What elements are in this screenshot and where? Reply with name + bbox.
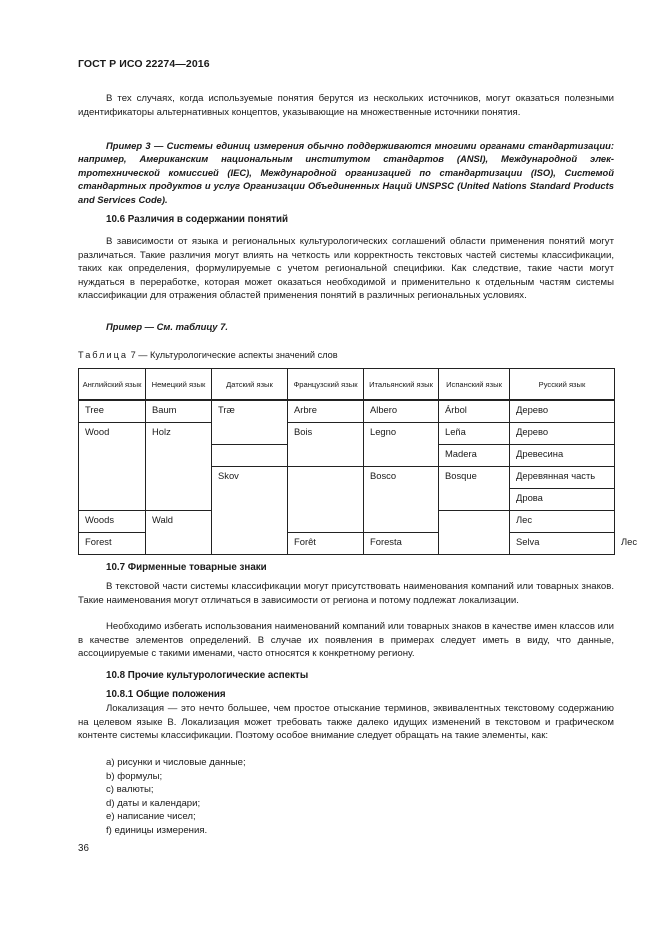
- paragraph-10-7-a: [78, 580, 614, 607]
- list-item: а) рисунки и числовые данные;: [106, 757, 246, 768]
- paragraph-text: Локализация — это нечто большее, чем простое отыскание терминов, эквивалентных текстовому содержанию на целевом языке B. Локализация может требовать также далеко идущих изменений в текстовом и графическом контенте системы классификации. Поэтому особое внимание следует обращать на такие элементы, как:: [78, 703, 614, 742]
- table-cell: Albero: [364, 400, 439, 423]
- table-row: [79, 423, 615, 445]
- table-cell: Holz: [146, 423, 212, 511]
- table-cell: Лес: [510, 511, 615, 533]
- paragraph-alt-concepts: [78, 92, 614, 119]
- table-cell: Tree: [79, 400, 146, 423]
- header-cell: Английский язык: [79, 369, 146, 401]
- table-cell: Legno: [364, 423, 439, 467]
- table-caption: [78, 350, 338, 360]
- table-cell: Wald: [146, 511, 212, 555]
- list-item: b) формулы;: [106, 770, 163, 782]
- header-cell: Испанский язык: [439, 369, 510, 401]
- table-cell: Selva: [510, 533, 615, 555]
- table-cell: Bosque: [439, 467, 510, 511]
- list-item: f) единицы измерения.: [106, 824, 208, 836]
- table-cell: Forêt: [288, 533, 364, 555]
- table-cell: Skov: [212, 467, 288, 555]
- table-cell: [212, 445, 288, 467]
- table-cell: Wood: [79, 423, 146, 511]
- table-header-row: [79, 369, 615, 401]
- table-cell: Foresta: [364, 533, 439, 555]
- paragraph-10-7-b: [78, 620, 614, 661]
- section-heading-10-6: 10.6 Различия в содержании понятий: [106, 214, 289, 225]
- list-item: e) написание чисел;: [106, 811, 196, 823]
- table-cell: Forest: [79, 533, 146, 555]
- header-cell: Немецкий язык: [146, 369, 212, 401]
- header-cell: Итальянский язык: [364, 369, 439, 401]
- paragraph-text: В зависимости от языка и региональных культурологических соглашений области применения понятий могут различаться. Такие различия могут влиять на четкость или корректность текстовых частей системы классификации, таких как определения, формулируемые с учетом региональной специфики. Как следствие, такие части могут нуждаться в переработке, которая может оказаться необходимой и применительно к отдельным частям системы классификации для отражения областей применения понятий в различных региональных условиях.: [78, 236, 614, 302]
- table-cell: Leña: [439, 423, 510, 445]
- table-cell: Baum: [146, 400, 212, 423]
- table-row: [79, 400, 615, 423]
- paragraph-text: Необходимо избегать использования наименований компаний или товарных знаков в качестве имен классов или в качестве элементов определений. В случае их появления в примерах следует иметь в виду, что данные, ассоциируемые с такими именами, часто относятся к конкретному региону.: [78, 621, 614, 660]
- elements-list: [106, 756, 246, 838]
- table-cell: Bois: [288, 423, 364, 467]
- section-heading-10-8: 10.8 Прочие культурологические аспекты: [106, 670, 309, 681]
- header-cell: Русский язык: [510, 369, 615, 401]
- table-cell: [288, 467, 364, 533]
- section-heading-10-7: 10.7 Фирменные товарные знаки: [106, 562, 267, 573]
- table-row: Forest Forêt Foresta Selva Лес: [79, 533, 615, 555]
- table-cell: Дрова: [510, 489, 615, 511]
- example-text: Пример 3 — Системы единиц измерения обычно поддерживаются многими органами стандартизации: например, Американским национальным институтом стандартов (ANSI), Международной электротехнической комиссией (IEC), Международной организацией по стандартизации (ISO), Системой стандартных продуктов и услуг Организации Объединенных Наций UNSPSC (United Nations Standard Products and Services Code).: [78, 140, 614, 205]
- list-item: c) валюты;: [106, 784, 154, 796]
- table-cell: [439, 511, 510, 555]
- header-cell: Французский язык: [288, 369, 364, 401]
- table-7: [78, 368, 638, 555]
- table-cell: Woods: [79, 511, 146, 533]
- table-cell: Madera: [439, 445, 510, 467]
- table-cell: Деревянная часть: [510, 467, 615, 489]
- table-caption-title: 7 — Культурологические аспекты значений слов: [130, 350, 338, 360]
- paragraph-text: В текстовой части системы классификации могут присутствовать наименования компаний или товарных знаков. Такие наименования могут отличаться в зависимости от региона и потому подлежат локализации.: [78, 581, 614, 606]
- paragraph-text: В тех случаях, когда используемые понятия берутся из нескольких источников, могут оказаться полезными идентификаторы альтернативных концептов, указывающие на множественные источники понятия.: [78, 93, 614, 118]
- header-cell: Датский язык: [212, 369, 288, 401]
- list-item: d) даты и календари;: [106, 797, 201, 809]
- section-heading-10-8-1: 10.8.1 Общие положения: [106, 689, 226, 700]
- page-number: 36: [78, 843, 89, 854]
- table-cell: Træ: [212, 400, 288, 445]
- table-cell: Arbre: [288, 400, 364, 423]
- paragraph-10-6: [78, 235, 614, 303]
- document-header: ГОСТ Р ИСО 22274—2016: [78, 58, 210, 70]
- table-caption-label: Таблица: [78, 350, 129, 360]
- paragraph-10-8-1: [78, 702, 614, 743]
- table-cell: Древесина: [510, 445, 615, 467]
- table-cell: Дерево: [510, 423, 615, 445]
- example-table-ref: Пример — См. таблицу 7.: [106, 321, 228, 332]
- table-cell: Árbol: [439, 400, 510, 423]
- table-cell: Дерево: [510, 400, 615, 423]
- table-cell: Bosco: [364, 467, 439, 533]
- example-3: [78, 139, 614, 206]
